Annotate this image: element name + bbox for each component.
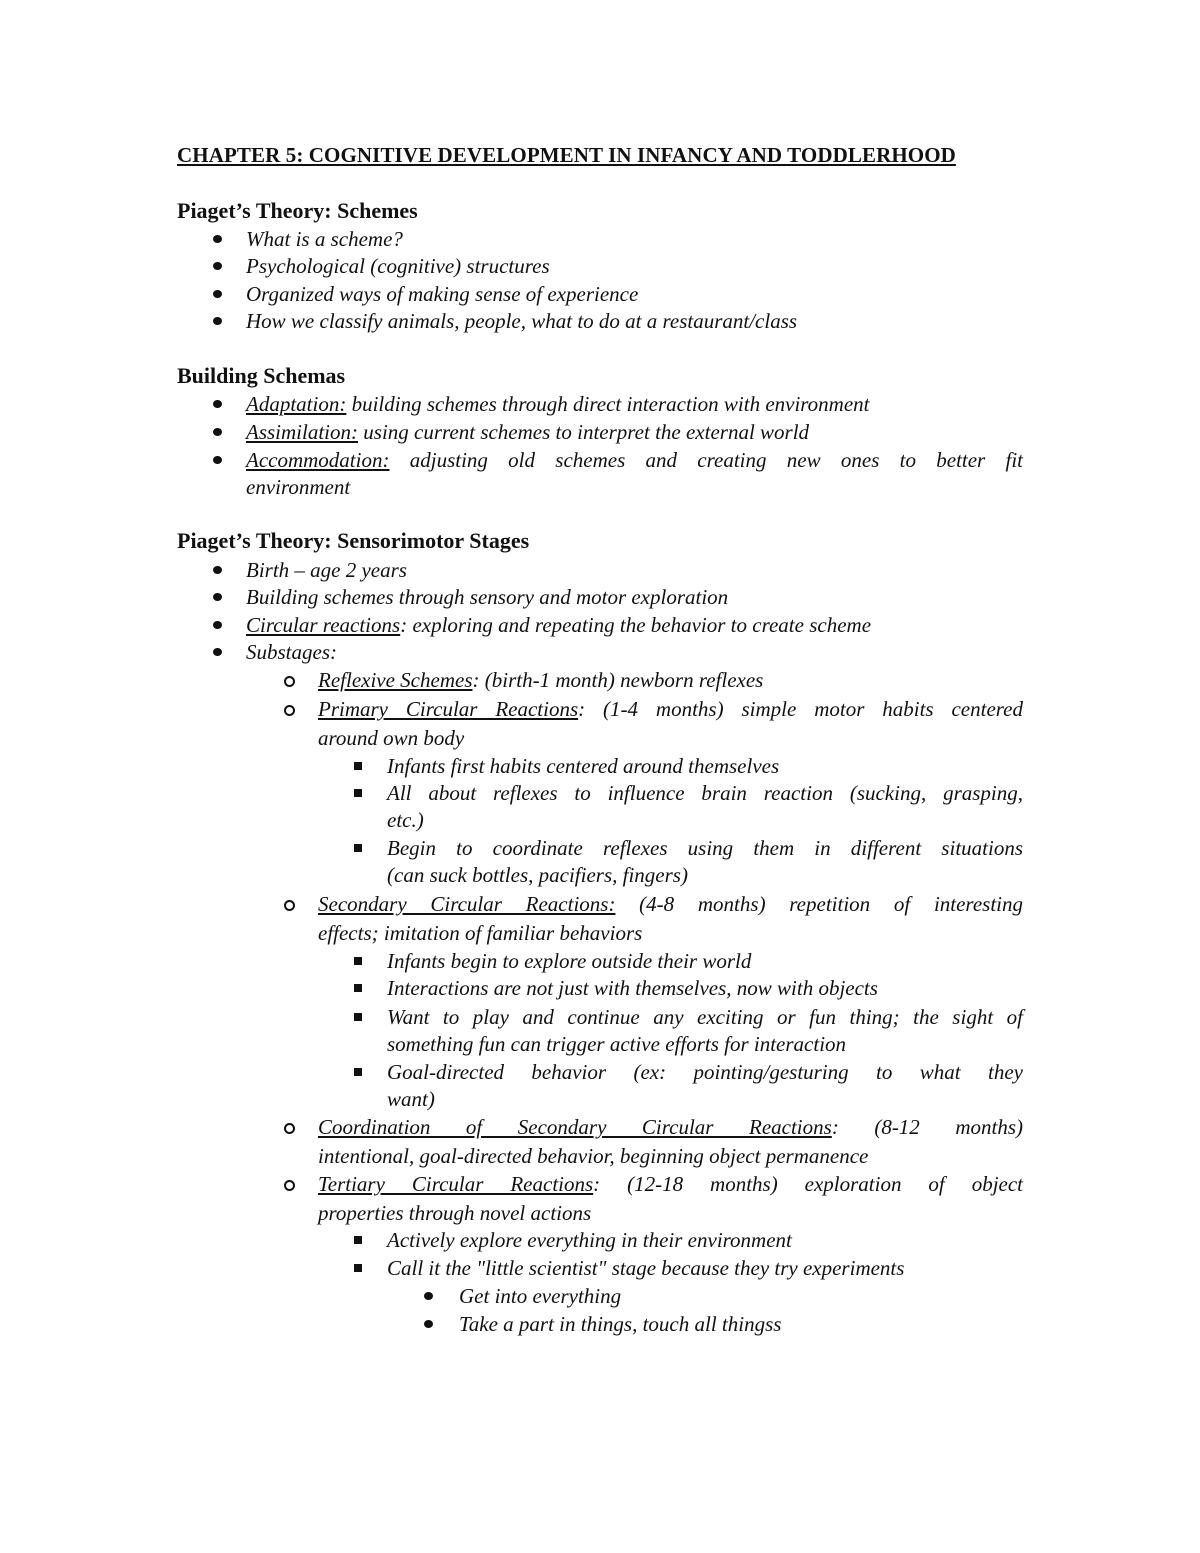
bullet-dot-icon [213,428,222,436]
bullet-square-icon [354,1264,362,1272]
section-heading-sensorimotor: Piaget’s Theory: Sensorimotor Stages [177,528,530,553]
bullet-circle-icon [284,1180,295,1191]
item-text: (4-8 months) repetition of interesting [615,892,1023,916]
point-item: Call it the "little scientist" stage because they try experiments [387,1256,905,1280]
point-item-continued: etc.) [387,808,424,832]
bullet-dot-icon [213,317,222,325]
bullet-square-icon [354,957,362,965]
list-item: Organized ways of making sense of experience [246,282,639,306]
item-text: building schemes through direct interaction with environment [346,392,870,416]
item-text: using current schemes to interpret the external world [358,420,810,444]
subpoint-item: Take a part in things, touch all thingss [459,1312,782,1336]
point-item: Actively explore everything in their environment [387,1228,792,1252]
list-item: Psychological (cognitive) structures [246,254,550,278]
section-heading-building-schemas: Building Schemas [177,363,346,388]
point-item: Begin to coordinate reflexes using them in different situations [387,836,1023,860]
bullet-circle-icon [284,676,295,687]
point-item: Infants begin to explore outside their world [387,949,752,973]
point-item-continued: something fun can trigger active efforts for interaction [387,1032,847,1056]
bullet-dot-icon [213,400,222,408]
term-assimilation: Assimilation: [246,420,359,444]
list-item: Birth – age 2 years [246,558,407,582]
list-item [246,418,809,446]
substage-item-continued: intentional, goal-directed behavior, beginning object permanence [318,1144,869,1168]
list-item [246,611,871,639]
bullet-square-icon [354,1236,362,1244]
list-item: What is a scheme? [246,227,403,251]
list-item: Building schemes through sensory and motor exploration [246,585,729,609]
term-tertiary-circular: Tertiary Circular Reactions [318,1172,594,1196]
term-primary-circular: Primary Circular Reactions [318,697,579,721]
item-text: : (birth-1 month) newborn reflexes [472,668,764,692]
item-text: : (8-12 months) [831,1115,1023,1139]
bullet-dot-icon [213,456,222,464]
point-item-continued: want) [387,1087,435,1111]
section-heading-schemes: Piaget’s Theory: Schemes [177,198,418,223]
bullet-dot-icon [424,1320,433,1328]
substage-item-continued: properties through novel actions [318,1201,592,1225]
list-item: Substages: [246,640,337,664]
bullet-circle-icon [284,1123,295,1134]
substage-item [318,890,1023,918]
bullet-square-icon [354,762,362,770]
bullet-square-icon [354,984,362,992]
bullet-dot-icon [213,262,222,270]
term-reflexive-schemes: Reflexive Schemes [318,668,473,692]
substage-item [318,1113,1023,1141]
list-item [246,446,1023,474]
point-item-continued: (can suck bottles, pacifiers, fingers) [387,863,688,887]
bullet-square-icon [354,1013,362,1021]
substage-item-continued: effects; imitation of familiar behaviors [318,921,643,945]
point-item: Goal-directed behavior (ex: pointing/gesturing to what they [387,1060,1023,1084]
list-item: How we classify animals, people, what to do at a restaurant/class [246,309,798,333]
subpoint-item: Get into everything [459,1284,622,1308]
point-item: All about reflexes to influence brain reaction (sucking, grasping, [387,781,1023,805]
bullet-square-icon [354,844,362,852]
bullet-dot-icon [213,621,222,629]
item-text: : (12-18 months) exploration of object [593,1172,1024,1196]
bullet-square-icon [354,789,362,797]
bullet-circle-icon [284,900,295,911]
bullet-circle-icon [284,705,295,716]
item-text: : (1-4 months) simple motor habits centered [578,697,1023,721]
bullet-dot-icon [213,593,222,601]
bullet-dot-icon [213,290,222,298]
substage-item [318,666,763,694]
bullet-dot-icon [213,566,222,574]
point-item: Want to play and continue any exciting or fun thing; the sight of [387,1005,1023,1029]
substage-item [318,1170,1023,1198]
bullet-square-icon [354,1068,362,1076]
term-adaptation: Adaptation: [246,392,347,416]
term-coordination-secondary: Coordination of Secondary Circular Reactions [318,1115,832,1139]
term-accommodation: Accommodation: [246,448,390,472]
bullet-dot-icon [424,1292,433,1300]
term-secondary-circular: Secondary Circular Reactions: [318,892,616,916]
substage-item [318,695,1023,723]
list-item [246,390,870,418]
item-text: adjusting old schemes and creating new ones to better fit [389,448,1023,472]
term-circular-reactions: Circular reactions [246,613,401,637]
list-item-continued: environment [246,475,351,499]
bullet-dot-icon [213,648,222,656]
bullet-dot-icon [213,235,222,243]
point-item: Infants first habits centered around themselves [387,754,780,778]
substage-item-continued: around own body [318,726,465,750]
point-item: Interactions are not just with themselves, now with objects [387,976,878,1000]
item-text: : exploring and repeating the behavior to create scheme [400,613,872,637]
chapter-title: CHAPTER 5: COGNITIVE DEVELOPMENT IN INFANCY AND TODDLERHOOD [177,143,956,167]
